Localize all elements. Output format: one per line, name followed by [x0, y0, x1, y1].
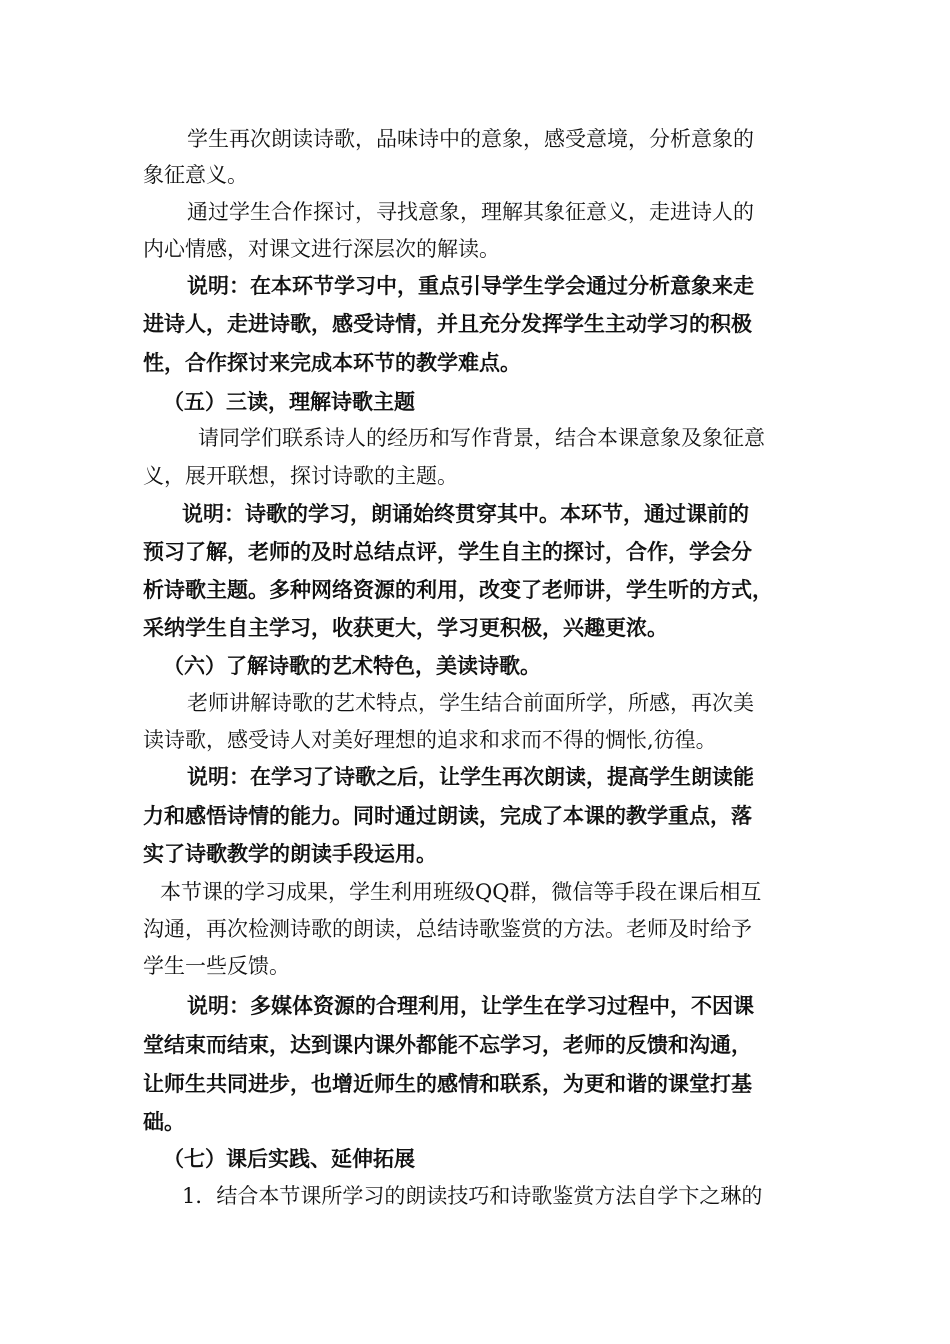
paragraph-line: 读诗歌，感受诗人对美好理想的追求和求而不得的惆怅,彷徨。 [143, 728, 717, 752]
note-line: 让师生共同进步，也增近师生的感情和联系，为更和谐的课堂打基 [143, 1072, 752, 1096]
paragraph-line: 义，展开联想，探讨诗歌的主题。 [143, 464, 458, 488]
note-line: 说明：在学习了诗歌之后，让学生再次朗读，提高学生朗读能 [187, 765, 754, 789]
note-line: 实了诗歌教学的朗读手段运用。 [143, 842, 437, 866]
note-line: 说明：多媒体资源的合理利用，让学生在学习过程中，不因课 [187, 994, 754, 1018]
paragraph-line: 学生再次朗读诗歌，品味诗中的意象，感受意境，分析意象的 [187, 127, 754, 151]
paragraph-line: 象征意义。 [143, 163, 248, 187]
note-line: 础。 [143, 1110, 185, 1134]
paragraph-line: 沟通，再次检测诗歌的朗读，总结诗歌鉴赏的方法。老师及时给予 [143, 917, 752, 941]
note-line: 力和感悟诗情的能力。同时通过朗读，完成了本课的教学重点，落 [143, 804, 752, 828]
section-heading: （七）课后实践、延伸拓展 [163, 1147, 415, 1171]
paragraph-line: 本节课的学习成果，学生利用班级QQ群，微信等手段在课后相互 [160, 880, 762, 904]
paragraph-line: 通过学生合作探讨，寻找意象，理解其象征意义，走进诗人的 [187, 200, 754, 224]
note-line: 进诗人，走进诗歌，感受诗情，并且充分发挥学生主动学习的积极 [143, 312, 752, 336]
paragraph-line: 请同学们联系诗人的经历和写作背景，结合本课意象及象征意 [198, 426, 765, 450]
note-line: 说明：诗歌的学习，朗诵始终贯穿其中。本环节，通过课前的 [182, 502, 749, 526]
note-line: 预习了解，老师的及时总结点评，学生自主的探讨，合作，学会分 [143, 540, 752, 564]
paragraph-line: 学生一些反馈。 [143, 954, 290, 978]
note-line: 性，合作探讨来完成本环节的教学难点。 [143, 351, 521, 375]
section-heading: （五）三读，理解诗歌主题 [163, 390, 415, 414]
paragraph-line: 内心情感，对课文进行深层次的解读。 [143, 237, 500, 261]
section-heading: （六）了解诗歌的艺术特色，美读诗歌。 [163, 654, 541, 678]
list-item: 1．结合本节课所学习的朗读技巧和诗歌鉴赏方法自学卞之琳的 [182, 1184, 763, 1208]
note-line: 析诗歌主题。多种网络资源的利用，改变了老师讲，学生听的方式， [143, 578, 773, 602]
note-line: 采纳学生自主学习，收获更大，学习更积极，兴趣更浓。 [143, 616, 668, 640]
note-line: 堂结束而结束，达到课内课外都能不忘学习，老师的反馈和沟通， [143, 1033, 752, 1057]
paragraph-line: 老师讲解诗歌的艺术特点，学生结合前面所学，所感，再次美 [187, 691, 754, 715]
note-line: 说明：在本环节学习中，重点引导学生学会通过分析意象来走 [187, 274, 754, 298]
